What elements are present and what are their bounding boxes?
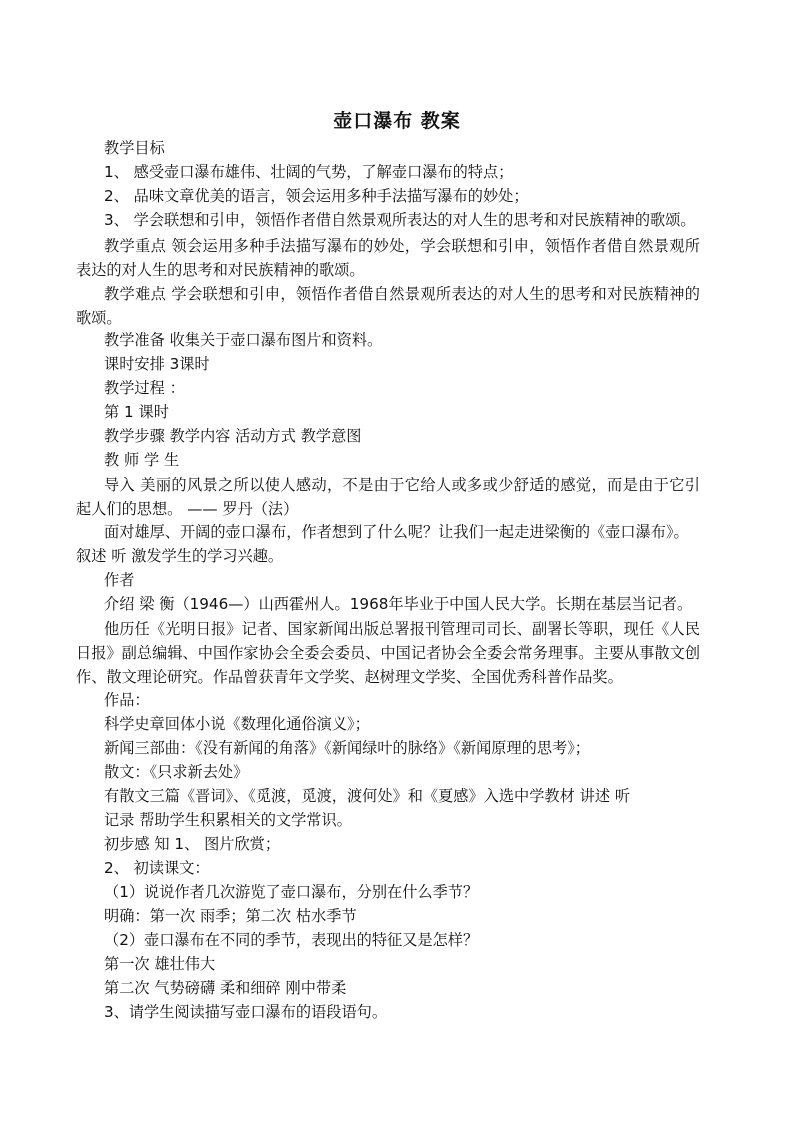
section-heading-objectives: 教学目标	[104, 139, 165, 157]
answer-1: 明确：第一次 雨季；第二次 枯水季节	[104, 907, 357, 925]
introduction-question: 面对雄厚、开阔的壶口瀑布，作者想到了什么呢？让我们一起走进梁衡的《壶口瀑布》。	[104, 523, 689, 541]
author-heading: 作者	[104, 571, 135, 589]
answer-2a: 第一次 雄壮伟大	[104, 955, 216, 973]
works-purpose: 记录 帮助学生积累相关的文学常识。	[104, 811, 352, 829]
introduction-quote: 导入 美丽的风景之所以使人感动，不是由于它给人或多或少舒适的感觉，而是由于它引起人们的思想。 —— 罗丹（法）	[76, 476, 700, 518]
objective-3: 3、 学会联想和引申，领悟作者借自然景观所表达的对人生的思考和对民族精神的歌颂。	[104, 211, 696, 229]
lesson-number: 第 1 课时	[104, 403, 169, 421]
question-2: （2）壶口瀑布在不同的季节，表现出的特征又是怎样？	[104, 931, 479, 949]
process-heading: 教学过程 ：	[104, 379, 185, 397]
perception-step-2: 2、 初读课文：	[104, 859, 210, 877]
activity-note: 叙述 听 激发学生的学习兴趣。	[76, 547, 284, 565]
key-points: 教学重点 领会运用多种手法描写瀑布的妙处，学会联想和引申，领悟作者借自然景观所表达的对人生的思考和对民族精神的歌颂。	[76, 237, 700, 279]
answer-2b: 第二次 气势磅礴 柔和细碎 刚中带柔	[104, 979, 347, 997]
perception-step-1: 初步感 知 1、 图片欣赏；	[104, 835, 281, 853]
objective-1: 1、 感受壶口瀑布雄伟、壮阔的气势，了解壶口瀑布的特点；	[104, 163, 514, 181]
difficult-points: 教学难点 学会联想和引申，领悟作者借自然景观所表达的对人生的思考和对民族精神的歌颂。	[76, 285, 700, 327]
preparation: 教学准备 收集关于壶口瀑布图片和资料。	[104, 331, 383, 349]
works-novel: 科学史章回体小说《数理化通俗演义》；	[104, 715, 370, 733]
perception-step-3: 3、请学生阅读描写壶口瀑布的语段语句。	[104, 1003, 388, 1021]
page-title: 壶口瀑布 教案	[333, 110, 461, 132]
author-intro: 介绍 梁 衡（1946—）山西霍州人。1968年毕业于中国人民大学。长期在基层当记者。	[104, 595, 693, 613]
table-subheader: 教 师 学 生	[104, 451, 180, 469]
works-heading: 作品：	[104, 691, 150, 709]
question-1: （1）说说作者几次游览了壶口瀑布，分别在什么季节？	[104, 883, 479, 901]
author-bio: 他历任《光明日报》记者、国家新闻出版总署报刊管理司司长、副署长等职，现任《人民日报》副总编辑、中国作家协会全委会委员、中国记者协会全委会常务理事。主要从事散文创作、散文理论研究。作品曾获青年文学奖、赵树理文学奖、全国优秀科普作品奖。	[76, 620, 700, 686]
works-textbook: 有散文三篇《晋词》、《觅渡，觅渡，渡何处》和《夏感》入选中学教材 讲述 听	[104, 787, 631, 805]
objective-2: 2、 品味文章优美的语言，领会运用多种手法描写瀑布的妙处；	[104, 187, 529, 205]
works-news: 新闻三部曲：《没有新闻的角落》《新闻绿叶的脉络》《新闻原理的思考》；	[104, 739, 590, 757]
table-header: 教学步骤 教学内容 活动方式 教学意图	[104, 427, 362, 445]
works-essay: 散文：《只求新去处》	[104, 763, 249, 781]
schedule: 课时安排 3课时	[104, 355, 210, 373]
